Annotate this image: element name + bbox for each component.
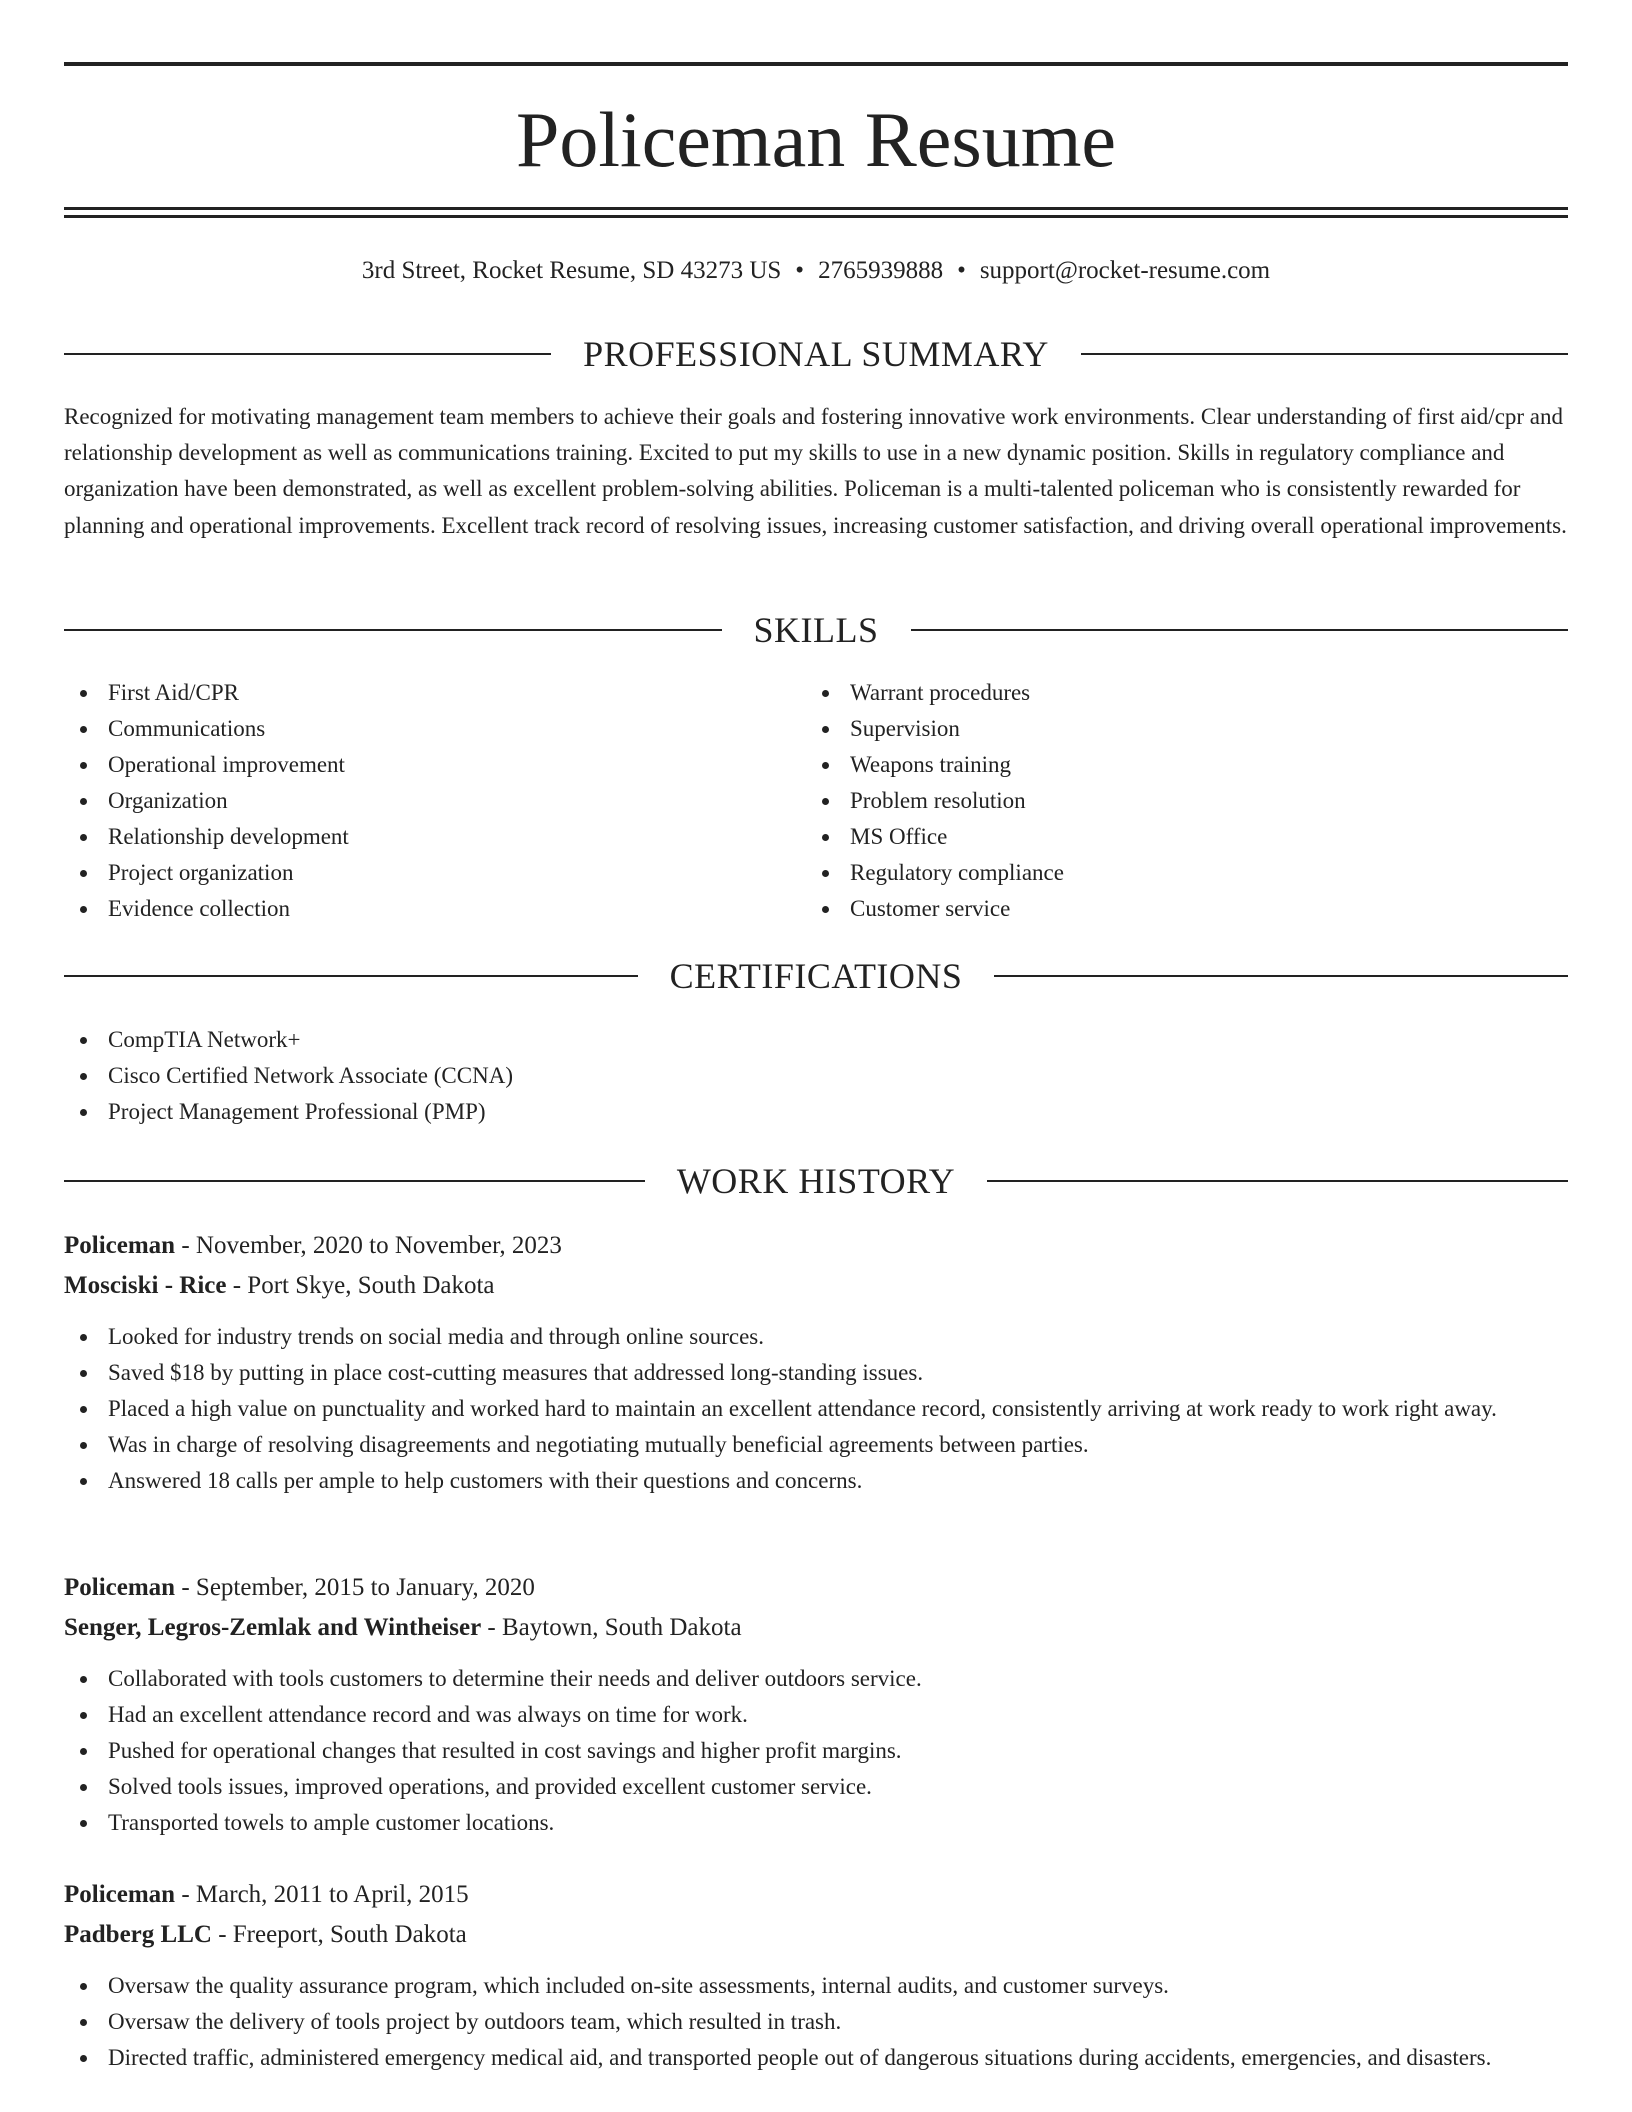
job-bullet: Collaborated with tools customers to determine their needs and deliver outdoors service. [64, 1661, 1568, 1697]
section-heading-label: PROFESSIONAL SUMMARY [583, 334, 1049, 374]
certifications-list [64, 1022, 1568, 1130]
job-bullet: Answered 18 calls per ample to help customers with their questions and concerns. [64, 1463, 1568, 1499]
skill-item: Warrant procedures [806, 675, 1506, 711]
skill-item: Weapons training [806, 747, 1506, 783]
skill-item: Evidence collection [64, 891, 764, 927]
job-bullet: Oversaw the quality assurance program, which included on-site assessments, internal audits, and customer surveys. [64, 1968, 1568, 2004]
skills-list-left [64, 675, 764, 927]
job-title-line [64, 1568, 1568, 1608]
job-bullets [64, 1319, 1568, 1499]
section-heading-label: SKILLS [753, 610, 879, 650]
job-location: - Freeport, South Dakota [211, 1921, 467, 1948]
certification-item: Project Management Professional (PMP) [64, 1094, 1568, 1130]
heading-rule-left [64, 629, 722, 631]
job-role: Policeman [64, 1881, 176, 1908]
skill-item: Relationship development [64, 819, 764, 855]
certification-item: CompTIA Network+ [64, 1022, 1568, 1058]
job-bullet: Solved tools issues, improved operations, and provided excellent customer service. [64, 1769, 1568, 1805]
job-title-line [64, 1875, 1568, 1915]
top-rule [64, 62, 1568, 66]
job-entry [64, 1875, 1568, 2076]
job-company: Padberg LLC [64, 1921, 212, 1948]
skill-item: Project organization [64, 855, 764, 891]
skill-item: First Aid/CPR [64, 675, 764, 711]
job-bullet: Saved $18 by putting in place cost-cutting measures that addressed long-standing issues. [64, 1355, 1568, 1391]
job-company: Mosciski - Rice [64, 1272, 227, 1299]
job-bullet: Looked for industry trends on social media and through online sources. [64, 1319, 1568, 1355]
job-company-line [64, 1266, 1568, 1306]
skill-item: Regulatory compliance [806, 855, 1506, 891]
job-entry [64, 1226, 1568, 1499]
skill-item: Supervision [806, 711, 1506, 747]
job-bullet: Transported towels to ample customer locations. [64, 1805, 1568, 1841]
skill-item: Organization [64, 783, 764, 819]
job-company: Senger, Legros-Zemlak and Wintheiser [64, 1614, 482, 1641]
job-bullets [64, 1968, 1568, 2076]
heading-rule-right [987, 1180, 1568, 1182]
job-role: Policeman [64, 1574, 176, 1601]
page-title: Policeman Resume [515, 96, 1117, 183]
job-bullet: Oversaw the delivery of tools project by outdoors team, which resulted in trash. [64, 2004, 1568, 2040]
title-double-rule-lower [64, 215, 1568, 218]
job-bullet: Had an excellent attendance record and was always on time for work. [64, 1697, 1568, 1733]
section-heading-certifications [64, 953, 1568, 999]
contact-separator: • [957, 257, 966, 284]
job-dates: - November, 2020 to November, 2023 [175, 1232, 562, 1259]
skill-item: Communications [64, 711, 764, 747]
contact-address: 3rd Street, Rocket Resume, SD 43273 US [361, 257, 782, 284]
contact-phone: 2765939888 [818, 257, 944, 284]
contact-line [0, 254, 1632, 288]
contact-separator: • [795, 257, 805, 284]
job-company-line [64, 1915, 1568, 1955]
job-dates: - March, 2011 to April, 2015 [175, 1881, 469, 1908]
section-heading-work-history [64, 1158, 1568, 1204]
skills-list-right [806, 675, 1506, 927]
job-location: - Port Skye, South Dakota [226, 1272, 495, 1299]
section-heading-label: CERTIFICATIONS [669, 956, 963, 996]
skill-item: Problem resolution [806, 783, 1506, 819]
job-location: - Baytown, South Dakota [481, 1614, 742, 1641]
skill-item: MS Office [806, 819, 1506, 855]
section-heading-summary [64, 331, 1568, 377]
heading-rule-left [64, 975, 638, 977]
heading-rule-right [911, 629, 1569, 631]
job-bullet: Directed traffic, administered emergency medical aid, and transported people out of dangerous situations during accidents, emergencies, and disasters. [64, 2040, 1568, 2076]
job-entry [64, 1568, 1568, 1841]
job-role: Policeman [64, 1232, 176, 1259]
heading-rule-left [64, 1180, 645, 1182]
job-dates: - September, 2015 to January, 2020 [175, 1574, 535, 1601]
job-bullet: Pushed for operational changes that resulted in cost savings and higher profit margins. [64, 1733, 1568, 1769]
skill-item: Operational improvement [64, 747, 764, 783]
skill-item: Customer service [806, 891, 1506, 927]
title-double-rule-upper [64, 207, 1568, 210]
heading-rule-left [64, 353, 551, 355]
job-bullet: Was in charge of resolving disagreements and negotiating mutually beneficial agreements between parties. [64, 1427, 1568, 1463]
section-heading-skills [64, 607, 1568, 653]
contact-email[interactable]: support@rocket-resume.com [979, 257, 1271, 284]
job-bullet: Placed a high value on punctuality and worked hard to maintain an excellent attendance record, consistently arriving at work ready to work right away. [64, 1391, 1568, 1427]
heading-rule-right [1081, 353, 1568, 355]
certification-item: Cisco Certified Network Associate (CCNA) [64, 1058, 1568, 1094]
heading-rule-right [994, 975, 1568, 977]
job-bullets [64, 1661, 1568, 1841]
professional-summary-text: Recognized for motivating management team members to achieve their goals and fostering innovative work environments. Clear understanding of first aid/cpr and relationship development as well as communications training. Excited to put my skills to use in a new dynamic position. Skills in regulatory compliance and organization have been demonstrated, as well as excellent problem-solving abilities. Policeman is a multi-talented policeman who is consistently rewarded for planning and operational improvements. Excellent track record of resolving issues, increasing customer satisfaction, and driving overall operational improvements. [64, 404, 1567, 538]
job-title-line [64, 1226, 1568, 1266]
job-company-line [64, 1608, 1568, 1648]
section-heading-label: WORK HISTORY [676, 1161, 956, 1201]
